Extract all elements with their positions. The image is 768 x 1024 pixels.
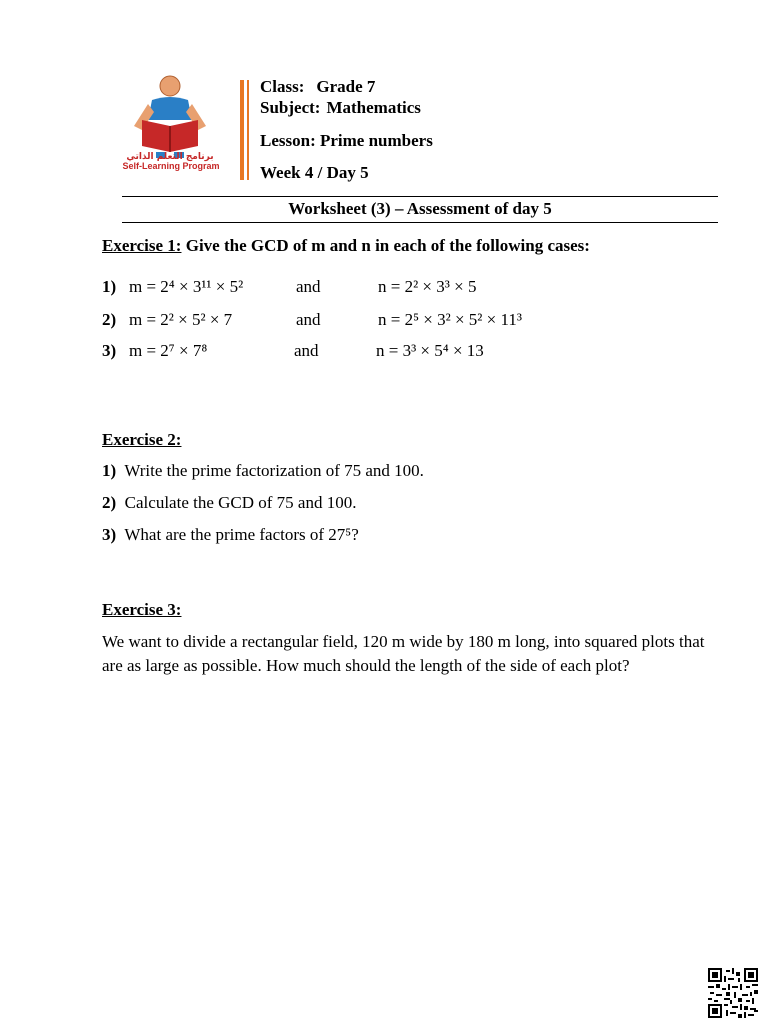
ex2-item-2 — [102, 493, 356, 513]
ex1-row-3-n: n = 3³ × 5⁴ × 13 — [376, 341, 484, 360]
header-divider-bar — [240, 80, 244, 180]
ex1-row-3-m: m = 2⁷ × 7⁸ — [129, 341, 208, 360]
ex1-row-1-and: and — [296, 277, 321, 296]
title-rule-top — [122, 196, 718, 197]
ex2-item-2-number: 2) — [102, 493, 117, 512]
exercise-2-label: Exercise 2: — [102, 430, 182, 449]
exercise-1-heading — [102, 236, 590, 256]
subject-label: Subject: — [260, 98, 321, 117]
logo-arabic-text: برنامج التعلم الذاتي — [126, 152, 214, 162]
subject-value: Mathematics — [326, 98, 421, 117]
ex2-item-1-text: Write the prime factorization of 75 and 100. — [124, 461, 424, 480]
header-divider-bar-thin — [247, 80, 249, 180]
ex1-row-2-n: n = 2⁵ × 3² × 5² × 11³ — [378, 310, 522, 329]
ex2-item-1-number: 1) — [102, 461, 117, 480]
ex1-row-1-m: m = 2⁴ × 3¹¹ × 5² — [129, 277, 244, 296]
class-line — [260, 77, 375, 97]
ex2-item-3-text: What are the prime factors of 27⁵? — [124, 525, 359, 544]
week-line: Week 4 / Day 5 — [260, 163, 369, 182]
lesson-line: Lesson: Prime numbers — [260, 131, 433, 150]
class-value: Grade 7 — [316, 77, 376, 96]
ex1-row-2-m: m = 2² × 5² × 7 — [129, 310, 233, 329]
subject-line — [260, 98, 421, 118]
title-rule-bottom — [122, 222, 718, 223]
ex2-item-3 — [102, 525, 359, 545]
worksheet-title: Worksheet (3) – Assessment of day 5 — [288, 199, 552, 218]
ex1-row-2-number: 2) — [102, 310, 117, 329]
ex1-row-1-number: 1) — [102, 277, 117, 296]
ex2-item-1 — [102, 461, 424, 481]
ex1-row-3-and: and — [294, 341, 319, 360]
qr-code — [708, 968, 758, 1018]
ex1-row-2-and: and — [296, 310, 321, 329]
ex1-row-1-n: n = 2² × 3³ × 5 — [378, 277, 477, 296]
exercise-1-instruction: Give the GCD of m and n in each of the following cases: — [181, 236, 590, 255]
class-label: Class: — [260, 77, 305, 96]
exercise-3-heading — [102, 600, 181, 620]
exercise-3-label: Exercise 3: — [102, 600, 182, 619]
ex2-item-2-text: Calculate the GCD of 75 and 100. — [124, 493, 357, 512]
exercise-3-text: We want to divide a rectangular field, 120 m wide by 180 m long, into squared plots that are as large as possible. How much should the length of the side of each plot? — [102, 632, 705, 675]
ex2-item-3-number: 3) — [102, 525, 117, 544]
exercise-2-heading — [102, 430, 181, 450]
exercise-1-label: Exercise 1: — [102, 236, 182, 255]
logo-english-text: Self-Learning Program — [122, 161, 220, 171]
ex1-row-3-number: 3) — [102, 341, 117, 360]
